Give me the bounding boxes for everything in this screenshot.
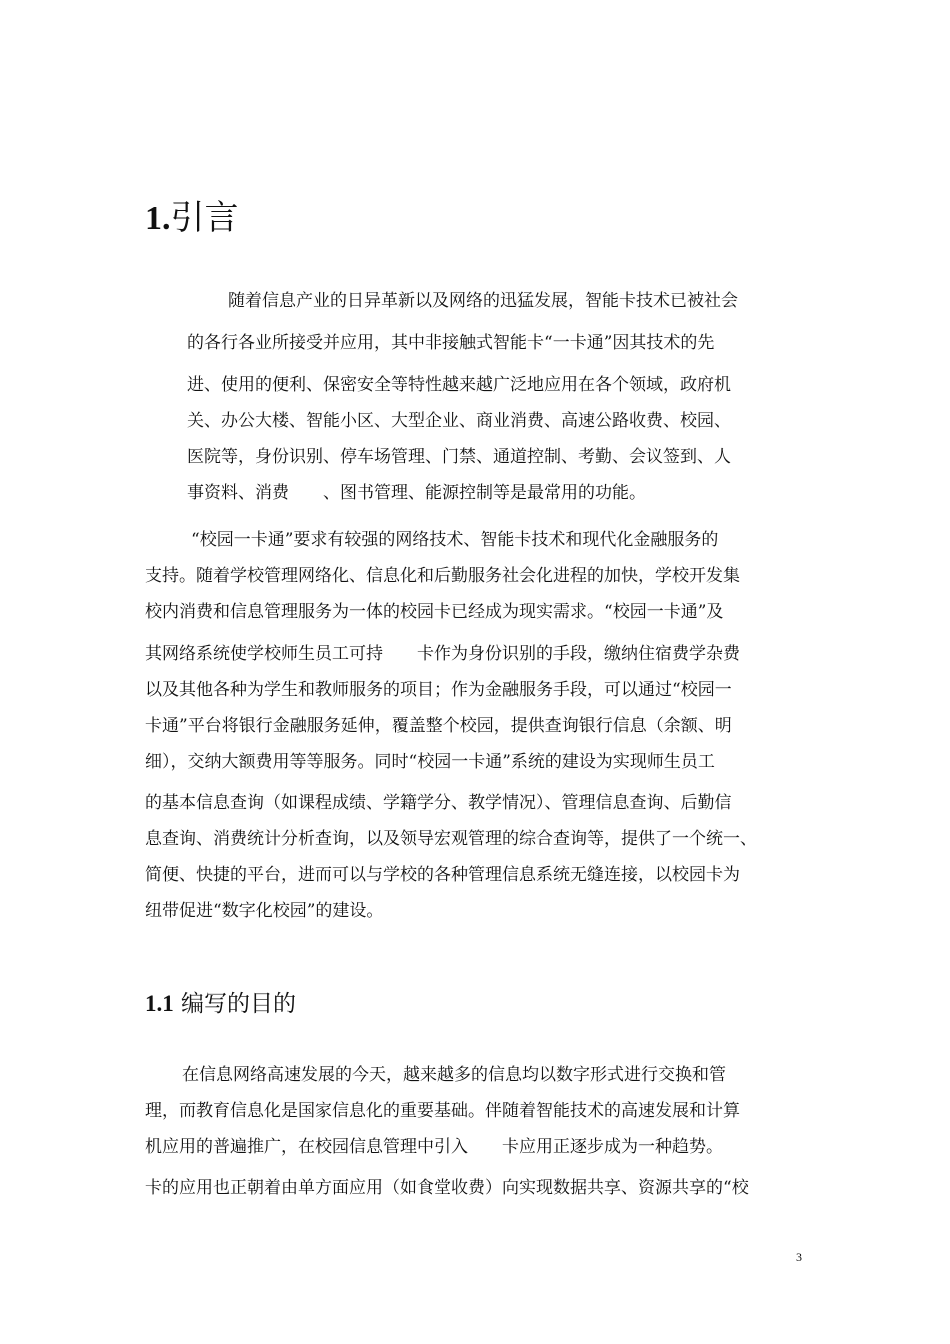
- text-line: 进、使用的便利、保密安全等特性越来越广泛地应用在各个领域，政府机: [187, 375, 731, 395]
- section-number: 1.1: [145, 991, 174, 1016]
- text-line: 卡的应用也正朝着由单方面应用（如食堂收费）向实现数据共享、资源共享的“校: [145, 1178, 749, 1198]
- text-line: 随着信息产业的日异革新以及网络的迅猛发展，智能卡技术已被社会: [228, 291, 738, 311]
- text-line: 机应用的普遍推广，在校园信息管理中引入 卡应用正逐步成为一种趋势。: [145, 1137, 723, 1157]
- text-line: 以及其他各种为学生和教师服务的项目；作为金融服务手段，可以通过“校园一: [145, 680, 732, 700]
- text-line: 其网络系统使学校师生员工可持 卡作为身份识别的手段，缴纳住宿费学杂费: [145, 644, 740, 664]
- text-line: 在信息网络高速发展的今天，越来越多的信息均以数字形式进行交换和管: [182, 1065, 726, 1085]
- section-title: 编写的目的: [173, 991, 297, 1017]
- text-line: 的基本信息查询（如课程成绩、学籍学分、教学情况）、管理信息查询、后勤信: [145, 793, 732, 813]
- text-line: 纽带促进“数字化校园”的建设。: [145, 901, 384, 921]
- text-line: 理，而教育信息化是国家信息化的重要基础。伴随着智能技术的高速发展和计算: [145, 1101, 740, 1121]
- text-line: 事资料、消费 、图书管理、能源控制等是最常用的功能。: [187, 483, 646, 503]
- text-line: 校内消费和信息管理服务为一体的校园卡已经成为现实需求。“校园一卡通”及: [145, 602, 724, 622]
- section-heading-1: [145, 196, 239, 241]
- text-line: 息查询、消费统计分析查询，以及领导宏观管理的综合查询等，提供了一个统一、: [145, 829, 757, 849]
- text-line: 医院等，身份识别、停车场管理、门禁、通道控制、考勤、会议签到、人: [187, 447, 731, 467]
- text-line: “校园一卡通”要求有较强的网络技术、智能卡技术和现代化金融服务的: [191, 530, 719, 550]
- section-heading-1-1: [145, 987, 296, 1021]
- text-line: 卡通”平台将银行金融服务延伸，覆盖整个校园，提供查询银行信息（余额、明: [145, 716, 732, 736]
- page-number: 3: [796, 1250, 802, 1264]
- text-line: 关、办公大楼、智能小区、大型企业、商业消费、高速公路收费、校园、: [187, 411, 731, 431]
- section-number: 1.: [145, 200, 171, 237]
- text-line: 的各行各业所接受并应用，其中非接触式智能卡“一卡通”因其技术的先: [187, 333, 715, 353]
- text-line: 支持。随着学校管理网络化、信息化和后勤服务社会化进程的加快，学校开发集: [145, 566, 740, 586]
- text-line: 简便、快捷的平台，进而可以与学校的各种管理信息系统无缝连接，以校园卡为: [145, 865, 740, 885]
- section-title: 引言: [170, 198, 239, 238]
- text-line: 细），交纳大额费用等等服务。同时“校园一卡通”系统的建设为实现师生员工: [145, 752, 715, 772]
